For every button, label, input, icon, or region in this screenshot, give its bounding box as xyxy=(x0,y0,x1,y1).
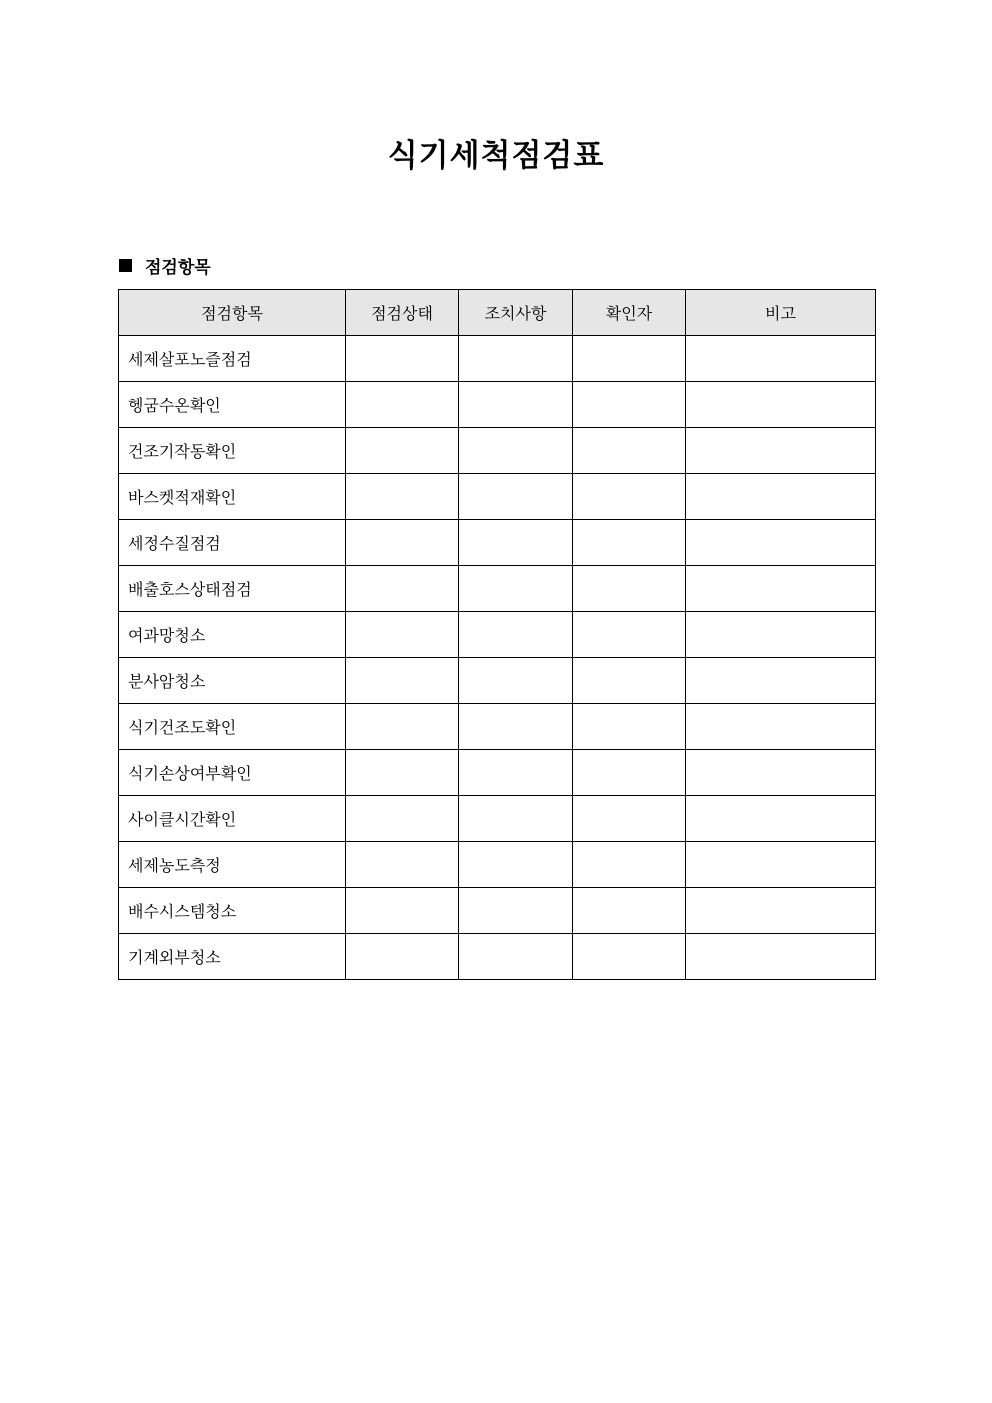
table-row xyxy=(119,428,876,474)
item-cell: 분사암청소 xyxy=(119,658,346,704)
note-cell[interactable] xyxy=(686,750,876,796)
item-cell: 배수시스템청소 xyxy=(119,888,346,934)
checker-cell[interactable] xyxy=(573,658,686,704)
header-checker: 확인자 xyxy=(573,290,686,336)
note-cell[interactable] xyxy=(686,888,876,934)
action-cell[interactable] xyxy=(459,474,573,520)
action-cell[interactable] xyxy=(459,520,573,566)
status-cell[interactable] xyxy=(346,750,459,796)
action-cell[interactable] xyxy=(459,796,573,842)
status-cell[interactable] xyxy=(346,934,459,980)
header-action: 조치사항 xyxy=(459,290,573,336)
note-cell[interactable] xyxy=(686,474,876,520)
note-cell[interactable] xyxy=(686,612,876,658)
item-cell: 기계외부청소 xyxy=(119,934,346,980)
table-header-row xyxy=(119,290,876,336)
checker-cell[interactable] xyxy=(573,428,686,474)
checker-cell[interactable] xyxy=(573,934,686,980)
action-cell[interactable] xyxy=(459,428,573,474)
checker-cell[interactable] xyxy=(573,704,686,750)
square-bullet-icon xyxy=(119,259,132,272)
action-cell[interactable] xyxy=(459,750,573,796)
action-cell[interactable] xyxy=(459,888,573,934)
status-cell[interactable] xyxy=(346,796,459,842)
table-row xyxy=(119,704,876,750)
status-cell[interactable] xyxy=(346,382,459,428)
table-row xyxy=(119,566,876,612)
header-status: 점검상태 xyxy=(346,290,459,336)
section-heading xyxy=(119,252,211,278)
header-item: 점검항목 xyxy=(119,290,346,336)
item-cell: 건조기작동확인 xyxy=(119,428,346,474)
table-row xyxy=(119,842,876,888)
item-cell: 사이클시간확인 xyxy=(119,796,346,842)
item-cell: 세제살포노즐점검 xyxy=(119,336,346,382)
checker-cell[interactable] xyxy=(573,336,686,382)
note-cell[interactable] xyxy=(686,796,876,842)
action-cell[interactable] xyxy=(459,842,573,888)
item-cell: 배출호스상태점검 xyxy=(119,566,346,612)
status-cell[interactable] xyxy=(346,704,459,750)
item-cell: 세제농도측정 xyxy=(119,842,346,888)
note-cell[interactable] xyxy=(686,428,876,474)
checker-cell[interactable] xyxy=(573,888,686,934)
note-cell[interactable] xyxy=(686,934,876,980)
action-cell[interactable] xyxy=(459,658,573,704)
status-cell[interactable] xyxy=(346,566,459,612)
note-cell[interactable] xyxy=(686,658,876,704)
action-cell[interactable] xyxy=(459,704,573,750)
status-cell[interactable] xyxy=(346,612,459,658)
action-cell[interactable] xyxy=(459,934,573,980)
status-cell[interactable] xyxy=(346,474,459,520)
header-note: 비고 xyxy=(686,290,876,336)
status-cell[interactable] xyxy=(346,842,459,888)
table-row xyxy=(119,658,876,704)
note-cell[interactable] xyxy=(686,566,876,612)
table-row xyxy=(119,474,876,520)
checker-cell[interactable] xyxy=(573,520,686,566)
table-row xyxy=(119,520,876,566)
checker-cell[interactable] xyxy=(573,796,686,842)
checker-cell[interactable] xyxy=(573,612,686,658)
status-cell[interactable] xyxy=(346,888,459,934)
table-row xyxy=(119,888,876,934)
note-cell[interactable] xyxy=(686,704,876,750)
status-cell[interactable] xyxy=(346,520,459,566)
checker-cell[interactable] xyxy=(573,750,686,796)
status-cell[interactable] xyxy=(346,658,459,704)
checker-cell[interactable] xyxy=(573,842,686,888)
section-heading-label: 점검항목 xyxy=(145,257,211,278)
item-cell: 여과망청소 xyxy=(119,612,346,658)
table-row xyxy=(119,336,876,382)
action-cell[interactable] xyxy=(459,336,573,382)
table-row xyxy=(119,750,876,796)
document-title: 식기세척점검표 xyxy=(387,138,605,174)
table-row xyxy=(119,796,876,842)
note-cell[interactable] xyxy=(686,336,876,382)
action-cell[interactable] xyxy=(459,382,573,428)
action-cell[interactable] xyxy=(459,566,573,612)
table-row xyxy=(119,934,876,980)
item-cell: 헹굼수온확인 xyxy=(119,382,346,428)
item-cell: 바스켓적재확인 xyxy=(119,474,346,520)
item-cell: 식기손상여부확인 xyxy=(119,750,346,796)
checker-cell[interactable] xyxy=(573,474,686,520)
table-row xyxy=(119,382,876,428)
status-cell[interactable] xyxy=(346,336,459,382)
status-cell[interactable] xyxy=(346,428,459,474)
note-cell[interactable] xyxy=(686,842,876,888)
checker-cell[interactable] xyxy=(573,382,686,428)
inspection-table xyxy=(118,289,876,980)
note-cell[interactable] xyxy=(686,520,876,566)
item-cell: 세정수질점검 xyxy=(119,520,346,566)
note-cell[interactable] xyxy=(686,382,876,428)
checker-cell[interactable] xyxy=(573,566,686,612)
item-cell: 식기건조도확인 xyxy=(119,704,346,750)
action-cell[interactable] xyxy=(459,612,573,658)
table-row xyxy=(119,612,876,658)
